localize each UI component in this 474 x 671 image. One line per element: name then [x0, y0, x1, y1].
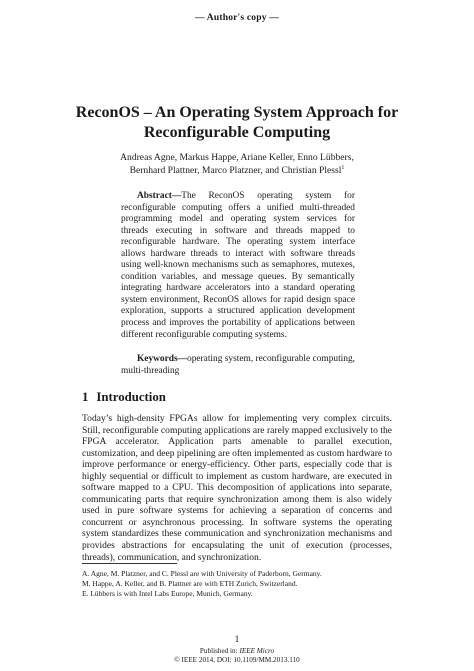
authors-line-1: Andreas Agne, Markus Happe, Ariane Keller, Enno Lübbers,	[120, 152, 354, 163]
introduction-paragraph: Today’s high-density FPGAs allow for implementing very complex circuits. Still, reconfigurable computing applications are rarely mapped exclusively to the FPGA accelerator. Application parts amenable to parallel execution, customization, and deep pipelining are often implemented as custom hardware to improve performance or energy-efficiency. Other parts, especially code that is highly sequential or difficult to implement as custom hardware, are executed in software mapped to a CPU. This decomposition of applications into separate, communicating parts that require synchronization among them is also widely used in pure software systems for achieving a separation of concerns and concurrent or asynchronous processing. In software systems the operating system standardizes these communication and synchronization mechanisms and provides abstractions for encapsulating the unit of execution (processes, threads), communication, and synchronization.	[82, 413, 392, 563]
footnote-item: M. Happe, A. Keller, and B. Plattner are with ETH Zurich, Switzerland.	[82, 579, 298, 588]
author-list	[60, 152, 414, 177]
keywords-label: Keywords—	[137, 354, 187, 364]
authors-copy-header: — Author's copy —	[195, 13, 279, 23]
authors-line-2	[60, 165, 414, 178]
published-in-line	[0, 647, 474, 656]
section-title: Introduction	[96, 390, 166, 404]
publication-venue: IEEE Micro	[239, 647, 275, 655]
authors-line-2-text: Bernhard Plattner, Marco Platzner, and Christian Plessl	[129, 164, 342, 176]
abstract	[121, 191, 355, 341]
footnote-divider	[82, 563, 177, 564]
published-in-prefix: Published in:	[199, 647, 238, 655]
section-heading	[82, 390, 402, 405]
publication-info	[0, 647, 474, 665]
abstract-label: Abstract—	[137, 191, 182, 201]
footnotes	[82, 569, 402, 599]
keywords-text: operating system, reconfigurable computing, multi-threading	[121, 354, 355, 376]
section-number: 1	[82, 390, 89, 404]
footnote-item: E. Lübbers is with Intel Labs Europe, Munich, Germany.	[82, 589, 253, 598]
footnote-item: A. Agne, M. Platzner, and C. Plessl are with University of Paderborn, Germany.	[82, 569, 322, 578]
paper-title	[40, 103, 434, 143]
author-footnote-mark: 1	[341, 164, 345, 171]
abstract-text: The ReconOS operating system for reconfigurable computing offers a unified multi-threaded programming model and operating system services for threads executing in software and threads mapped to reconfigurable hardware. The operating system interface allows hardware threads to interact with software threads using well-known mechanisms such as semaphores, mutexes, condition variables, and message queues. By semantically integrating hardware accelerators into a standard operating system environment, ReconOS allows for rapid design space exploration, supports a structured application development process and improves the portability of applications between different reconfigurable computing systems.	[121, 191, 355, 340]
copyright-doi-line: © IEEE 2014, DOI: 10.1109/MM.2013.110	[174, 656, 300, 664]
page-number: 1	[234, 635, 240, 645]
title-line-1: ReconOS – An Operating System Approach for	[75, 104, 399, 121]
keywords	[121, 354, 355, 377]
title-line-2: Reconfigurable Computing	[143, 124, 331, 141]
